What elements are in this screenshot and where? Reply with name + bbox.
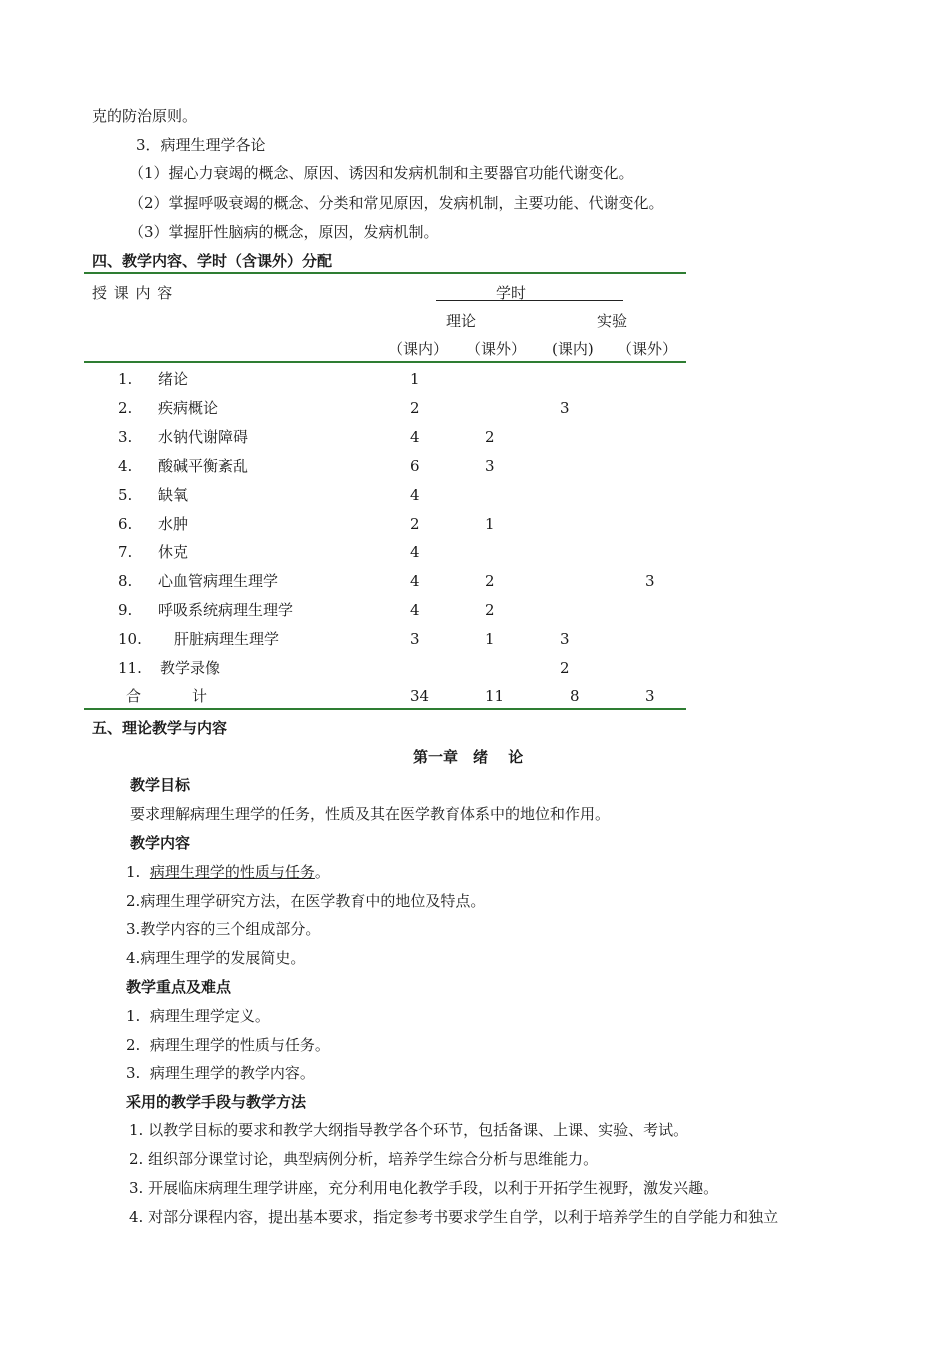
table-header-theory: 理论 [446, 312, 477, 330]
table-cell: 3 [560, 630, 570, 648]
table-cell: 1 [485, 630, 495, 648]
table-total-cell: 11 [485, 687, 505, 705]
list-text: 病理生理学的性质与任务。 [149, 1036, 330, 1054]
text-line: （2）掌握呼吸衰竭的概念、分类和常见原因，发病机制，主要功能、代谢变化。 [129, 194, 664, 212]
list-item [126, 1035, 330, 1055]
subheading: 教学内容 [130, 834, 191, 852]
table-row-number: 7. [118, 543, 133, 561]
list-item [129, 1149, 598, 1169]
list-text: 开展临床病理生理学讲座，充分利用电化教学手段，以利于开拓学生视野，激发兴趣。 [148, 1179, 719, 1197]
table-row-name: 酸碱平衡紊乱 [158, 457, 249, 475]
list-text: 病理生理学的发展简史。 [140, 949, 306, 967]
table-cell: 2 [485, 428, 495, 446]
list-item [126, 1006, 270, 1026]
text-line: （3）掌握肝性脑病的概念，原因，发病机制。 [129, 223, 439, 241]
table-total-cell: 34 [410, 687, 430, 705]
list-item [126, 948, 305, 968]
table-total-label: 计 [192, 687, 208, 705]
table-row-number: 5. [118, 486, 133, 504]
section-heading: 四、教学内容、学时（含课外）分配 [92, 252, 333, 270]
table-row-number: 9. [118, 601, 133, 619]
section-heading: 五、理论教学与内容 [92, 719, 228, 737]
table-cell: 3 [560, 399, 570, 417]
list-item [126, 919, 320, 939]
table-row-name: 水钠代谢障碍 [158, 428, 249, 446]
subheading: 教学重点及难点 [126, 978, 232, 996]
chapter-title: 第一章 绪 论 [413, 748, 524, 766]
table-row-number: 3. [118, 428, 133, 446]
list-number: 3. [129, 1179, 144, 1197]
list-text: 以教学目标的要求和教学大纲指导教学各个环节，包括备课、上课、实验、考试。 [148, 1121, 689, 1139]
list-text: 病理生理学定义。 [149, 1007, 270, 1025]
table-cell: 2 [485, 601, 495, 619]
table-cell: 2 [560, 659, 570, 677]
list-item [126, 891, 485, 911]
table-row-name: 水肿 [158, 515, 189, 533]
list-number: 2. [129, 1150, 144, 1168]
table-cell: 3 [410, 630, 420, 648]
list-number: 2. [126, 892, 141, 910]
list-number: 3. [126, 1064, 141, 1082]
table-top-rule [84, 272, 686, 274]
table-total-label: 合 [126, 687, 142, 705]
list-number: 1. [126, 1007, 141, 1025]
paragraph: 要求理解病理生理学的任务，性质及其在医学教育体系中的地位和作用。 [130, 805, 611, 823]
table-header-lab: 实验 [597, 312, 628, 330]
table-subheader: （课外） [466, 340, 527, 358]
table-cell: 1 [410, 370, 420, 388]
list-item [129, 1178, 718, 1198]
list-number: 1. [126, 863, 141, 881]
table-cell: 2 [485, 572, 495, 590]
list-text: 教学内容的三个组成部分。 [140, 920, 321, 938]
list-text: 对部分课程内容，提出基本要求，指定参考书要求学生自学，以利于培养学生的自学能力和独立 [148, 1208, 779, 1226]
subheading: 采用的教学手段与教学方法 [126, 1093, 307, 1111]
table-total-cell: 8 [570, 687, 580, 705]
table-header-content: 授 课 内 容 [92, 284, 174, 302]
text-line: （1）握心力衰竭的概念、原因、诱因和发病机制和主要器官功能代谢变化。 [129, 164, 634, 182]
table-cell: 4 [410, 543, 420, 561]
list-number: 3. [126, 920, 141, 938]
table-cell: 3 [485, 457, 495, 475]
list-item [129, 1120, 688, 1140]
table-subheader: （课外） [617, 340, 678, 358]
list-text-tail: 。 [314, 863, 330, 881]
table-cell: 4 [410, 601, 420, 619]
table-cell: 4 [410, 428, 420, 446]
table-row-name: 肝脏病理生理学 [174, 630, 280, 648]
table-cell: 2 [410, 399, 420, 417]
table-row-number: 8. [118, 572, 133, 590]
list-item [126, 862, 330, 882]
table-subheader: （课内） [388, 340, 449, 358]
text-line: 克的防治原则。 [92, 107, 198, 125]
text-line: 3．病理生理学各论 [136, 136, 266, 154]
list-item [126, 1063, 315, 1083]
table-cell: 2 [410, 515, 420, 533]
table-cell: 1 [485, 515, 495, 533]
table-row-name: 休克 [158, 543, 189, 561]
table-row-name: 缺氧 [158, 486, 189, 504]
table-row-name: 心血管病理生理学 [158, 572, 279, 590]
table-row-number: 10. [118, 630, 142, 648]
table-row-name: 呼吸系统病理生理学 [158, 601, 294, 619]
table-cell: 4 [410, 572, 420, 590]
table-header-rule [84, 361, 686, 363]
table-row-number: 11. [118, 659, 142, 677]
table-row-number: 2. [118, 399, 133, 417]
table-bottom-rule [84, 708, 686, 710]
list-text: 病理生理学的性质与任务 [149, 863, 315, 881]
table-total-cell: 3 [645, 687, 655, 705]
list-text: 病理生理学的教学内容。 [149, 1064, 315, 1082]
subheading: 教学目标 [130, 776, 191, 794]
table-cell: 3 [645, 572, 655, 590]
hours-underline [436, 300, 623, 301]
table-cell: 6 [410, 457, 420, 475]
list-item [129, 1207, 778, 1227]
list-number: 4. [126, 949, 141, 967]
table-row-number: 1. [118, 370, 133, 388]
list-number: 1. [129, 1121, 144, 1139]
table-row-name: 教学录像 [160, 659, 221, 677]
table-row-name: 绪论 [158, 370, 189, 388]
table-header-hours: 学时 [496, 284, 527, 302]
list-text: 组织部分课堂讨论，典型病例分析，培养学生综合分析与思维能力。 [148, 1150, 599, 1168]
table-cell: 4 [410, 486, 420, 504]
table-subheader: (课内) [552, 340, 594, 358]
table-row-name: 疾病概论 [158, 399, 219, 417]
list-text: 病理生理学研究方法，在医学教育中的地位及特点。 [140, 892, 486, 910]
table-row-number: 6. [118, 515, 133, 533]
list-number: 4. [129, 1208, 144, 1226]
table-row-number: 4. [118, 457, 133, 475]
list-number: 2. [126, 1036, 141, 1054]
